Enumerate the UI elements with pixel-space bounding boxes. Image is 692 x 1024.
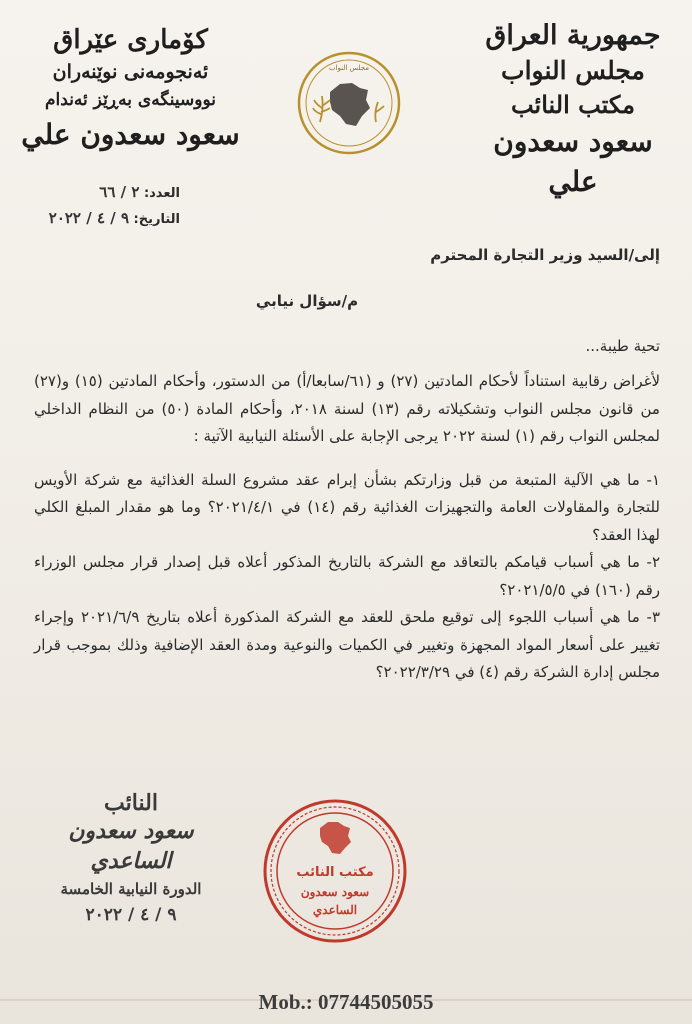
reference-block bbox=[40, 180, 180, 232]
header-arabic bbox=[468, 18, 678, 202]
date-row bbox=[40, 206, 180, 232]
member-name: سعود سعدون علي bbox=[493, 125, 653, 198]
signature-title: النائب bbox=[104, 790, 158, 816]
subject-line: م/سؤال نيابي bbox=[255, 292, 359, 310]
question-1: ١- ما هي الآلية المتبعة من قبل وزارتكم بشأن إبرام عقد مشروع السلة الغذائية مع شركة الأويس للتجارة والمقاولات العامة والتجهيزات الغذائية رقم (١٤) في ٢٠٢١/٤/١؟ وما هو مقدار المبلغ الكلي لهذا العقد؟ bbox=[34, 470, 661, 544]
greeting: تحية طيبة... bbox=[585, 337, 660, 355]
signature-date: ٩ / ٤ / ٢٠٢٢ bbox=[85, 905, 177, 925]
header-kurdish bbox=[18, 22, 243, 156]
office-title: مكتب النائب bbox=[510, 90, 636, 119]
office-title-kurdish: نووسینگەی بەڕێز ئەندام bbox=[45, 90, 216, 110]
country-title-kurdish: كۆماری عێراق bbox=[53, 25, 208, 55]
number-row bbox=[40, 180, 180, 206]
mobile-number: Mob.: 07744505055 bbox=[258, 990, 434, 1014]
question-3: ٣- ما هي أسباب اللجوء إلى توقيع ملحق للعقد مع الشركة المذكورة أعلاه بتاريخ ٢٠٢١/٦/٩ وإجراء تغيير على أسعار المواد المجهزة وتغيير في الكميات والنوعية ومدة العقد الإضافية وذلك بموجب قرار مجلس إدارة الشركة رقم (٤) في ٢٠٢٢/٣/٢٩؟ bbox=[34, 608, 660, 681]
letter-body bbox=[34, 240, 660, 687]
stamp-line-3: الساعدي bbox=[312, 903, 358, 917]
question-2: ٢- ما هي أسباب قيامكم بالتعاقد مع الشركة بالتاريخ المذكور أعلاه قبل إصدار قرار مجلس الوزراء رقم (١٦٠) في ٢٠٢١/٥/٥؟ bbox=[34, 553, 660, 599]
council-title: مجلس النواب bbox=[501, 56, 645, 85]
number-label: العدد: bbox=[143, 186, 180, 201]
stamp-line-1: مكتب النائب bbox=[296, 865, 374, 880]
emblem-text: مجلس النواب bbox=[328, 64, 370, 72]
intro-paragraph: لأغراض رقابية استناداً لأحكام المادتين (٢٧) و (٦١/سابعا/أ) من الدستور، وأحكام المادتين (١٥) و(٢٧) من قانون مجلس النواب وتشكيلاته رقم (١٣) لسنة ٢٠١٨، وأحكام المادة (٥٠) من النظام الداخلي لمجلس النواب رقم (١) لسنة ٢٠٢٢ يرجى الإجابة على الأسئلة النيابية الآتية : bbox=[34, 372, 661, 445]
date-label: التاريخ: bbox=[133, 212, 180, 227]
member-name-kurdish: سعود سعدون علي bbox=[21, 118, 240, 151]
signature-session: الدورة النيابية الخامسة bbox=[60, 880, 202, 898]
stamp-line-2: سعود سعدون bbox=[300, 885, 370, 899]
number-value: ٢ / ٦٦ bbox=[99, 183, 140, 201]
council-title-kurdish: ئەنجومەنی نوێنەران bbox=[52, 61, 209, 83]
country-title: جمهورية العراق bbox=[485, 20, 661, 51]
date-value: ٩ / ٤ / ٢٠٢٢ bbox=[48, 209, 129, 227]
parliament-emblem-icon bbox=[296, 50, 402, 156]
recipient-line: إلى/السيد وزير التجارة المحترم bbox=[430, 246, 660, 264]
office-stamp-icon bbox=[262, 798, 408, 944]
signature-name: سعود سعدون الساعدي bbox=[68, 818, 194, 874]
signature-block bbox=[26, 790, 236, 928]
